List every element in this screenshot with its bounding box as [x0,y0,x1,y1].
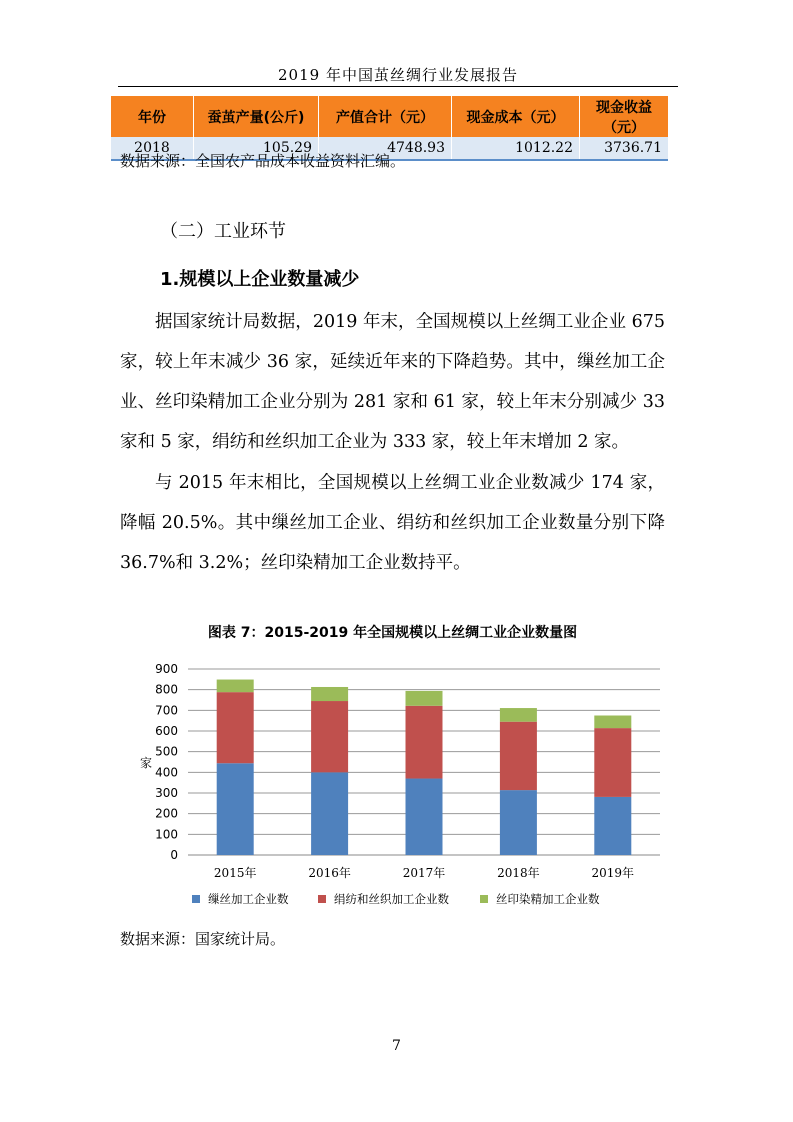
table-header-cell: 现金成本（元） [452,97,580,138]
table-header-cell: 年份 [111,97,194,138]
y-tick-label: 600 [155,724,178,738]
bar-segment [217,763,254,855]
table-header-cell: 产值合计（元） [319,97,452,138]
bar-segment [406,691,443,706]
bar-segment [406,706,443,779]
bar-segment [217,680,254,693]
bar-segment [500,722,537,790]
subsection-heading: 1.规模以上企业数量减少 [160,269,360,290]
y-tick-label: 400 [155,765,178,780]
legend-label: 绢纺和丝织加工企业数 [334,892,449,906]
table-header-row [111,97,668,138]
x-tick-label: 2017年 [402,866,446,880]
table-cell: 105.29 [194,137,319,160]
table-cell: 1012.22 [452,137,580,160]
bar-segment [500,790,537,855]
chart-source-note: 数据来源：国家统计局。 [120,930,286,948]
page-number: 7 [392,1038,401,1054]
bar-segment [406,779,443,855]
table-header-cell: 现金收益（元） [580,97,669,138]
bar-segment [594,797,631,855]
bar-segment [311,701,348,772]
y-tick-label: 700 [155,703,178,718]
header-rule [118,86,678,87]
y-tick-label: 0 [170,848,178,862]
x-tick-label: 2019年 [591,866,635,880]
bar-segment [311,687,348,701]
y-tick-label: 300 [155,786,178,800]
y-tick-label: 900 [155,662,178,676]
legend-swatch [318,895,326,903]
table-cell: 4748.93 [319,137,452,160]
bar-segment [217,692,254,763]
legend-label: 丝印染精加工企业数 [496,892,600,906]
table-source-note: 数据来源：全国农产品成本收益资料汇编。 [120,152,406,170]
table-cell: 3736.71 [580,137,669,160]
stacked-bar-chart [120,650,670,920]
legend-swatch [192,895,200,903]
chart-title: 图表 7：2015-2019 年全国规模以上丝绸工业企业数量图 [207,625,578,641]
section-heading: （二）工业环节 [160,221,286,242]
table-header-cell: 蚕茧产量(公斤) [194,97,319,138]
bar-segment [594,728,631,797]
y-tick-label: 800 [155,682,178,697]
page-header: 2019 年中国茧丝绸行业发展报告 [278,66,518,84]
legend-label: 缫丝加工企业数 [208,892,289,906]
y-tick-label: 200 [155,806,178,821]
y-tick-label: 100 [155,827,178,842]
y-axis-label: 家 [139,756,153,770]
body-paragraph: 与 2015 年末相比，全国规模以上丝绸工业企业数减少 174 家，降幅 20.5%。其中缫丝加工企业、绢纺和丝织加工企业数量分别下降 36.7%和 3.2%；丝印染精加工企业数持平。 [120,473,665,573]
x-tick-label: 2016年 [308,866,351,880]
bar-segment [311,772,348,855]
bar-segment [594,716,631,729]
table-cell: 2018 [111,137,194,160]
body-paragraph: 据国家统计局数据，2019 年末，全国规模以上丝绸工业企业 675 家，较上年末减少 36 家，延续近年来的下降趋势。其中，缫丝加工企业、丝印染精加工企业分别为 281 家和 61 家，较上年末分别减少 33 家和 5 家，绢纺和丝织加工企业为 333 家，较上年末增加 2 家。 [120,312,665,452]
bar-segment [500,708,537,722]
x-tick-label: 2015年 [213,866,257,880]
x-tick-label: 2018年 [497,866,540,880]
y-tick-label: 500 [155,744,178,759]
legend-swatch [480,895,488,903]
